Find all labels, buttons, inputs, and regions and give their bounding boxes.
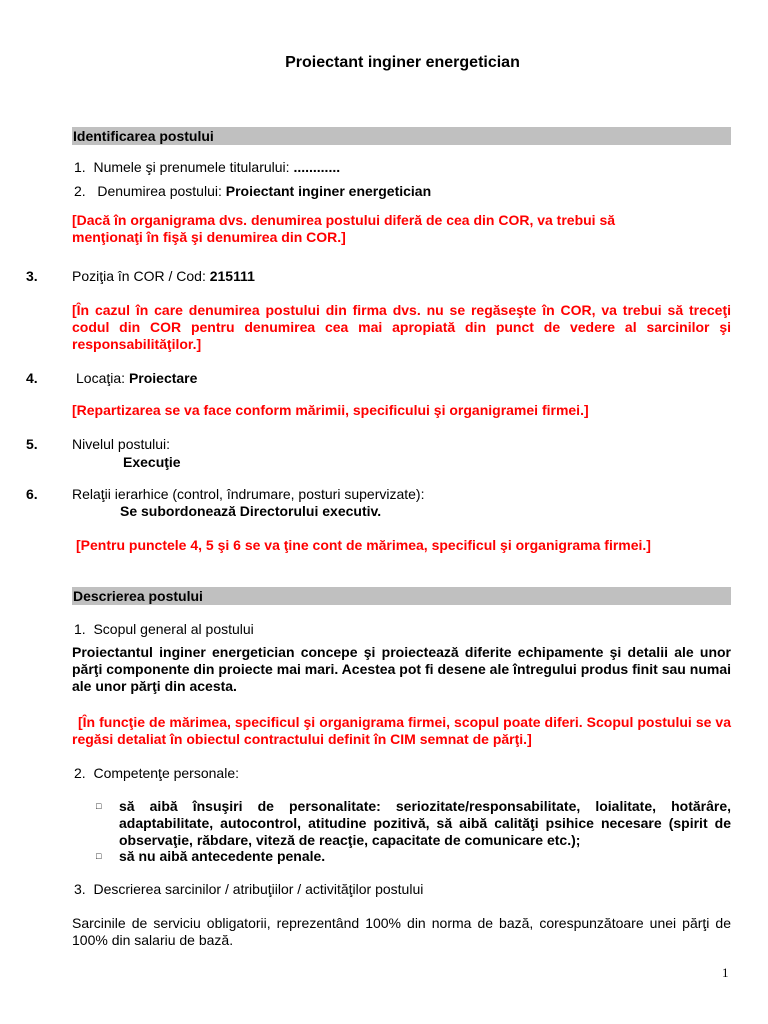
field-titular: [74, 159, 714, 176]
field-relatii-label: Relaţii ierarhice (control, îndrumare, posturi supervizate):: [72, 486, 425, 502]
hollow-square-bullet-icon: □: [96, 801, 102, 811]
page-number: 1: [722, 965, 729, 980]
note-cor-1-line1: [Dacă în organigrama dvs. denumirea postului diferă de cea din COR, va trebui să: [72, 212, 616, 228]
field-cor-code: [72, 268, 712, 285]
section-heading-identificare: Identificarea postului: [72, 127, 731, 145]
scope-description: Proiectantul inginer energetician concepe şi proiectează diferite echipamente şi detalii ale unor părţi componente din proiecte mai mari. Acestea pot fi desene ale întregului produs finit sau numai ale unor părţi din acesta.: [72, 644, 731, 694]
note-puncte: [Pentru punctele 4, 5 şi 6 se va ţine cont de mărimea, specificul şi organigrama firmei.]: [76, 537, 651, 553]
field-cor-code-label: Poziţia în COR / Cod:: [72, 268, 210, 284]
field-denumire-label: 2. Denumirea postului:: [74, 183, 226, 199]
field-denumire: [74, 183, 714, 200]
field-denumire-value: Proiectant inginer energetician: [225, 183, 432, 199]
field-titular-label: 1. Numele şi prenumele titularului:: [74, 159, 294, 175]
item-number-6: 6.: [26, 486, 38, 502]
note-cor-1-line2: menţionaţi în fişă şi denumirea din COR.]: [72, 229, 346, 245]
field-relatii-value: Se subordonează Directorului executiv.: [120, 503, 382, 519]
field-locatie-label: Locaţia:: [76, 370, 129, 386]
field-locatie: [76, 370, 716, 387]
item-number-3: 3.: [26, 268, 38, 284]
note-repartizare: [Repartizarea se va face conform mărimii, specificului şi organigramei firmei.]: [72, 402, 589, 418]
field-scop-label: 1. Scopul general al postului: [74, 621, 254, 637]
bullet-item: să nu aibă antecedente penale.: [119, 848, 326, 864]
item-number-5: 5.: [26, 436, 38, 452]
note-cor-1: [72, 212, 737, 246]
field-titular-value: ............: [293, 159, 341, 175]
field-locatie-value: Proiectare: [128, 370, 198, 386]
field-nivel-label: Nivelul postului:: [72, 436, 171, 452]
note-cor-2: [În cazul în care denumirea postului din firma dvs. nu se regăseşte în COR, va trebui să treceţi codul din COR pentru denumirea cea mai apropiată din punct de vedere al sarcinilor şi responsabilităţilor.]: [72, 302, 731, 352]
note-scop: [În funcţie de mărimea, specificul şi organigrama firmei, scopul poate diferi. Scopul postului se va regăsi detaliat în obiectul contractului definit în CIM semnat de părţi.]: [72, 714, 731, 747]
duties-description: Sarcinile de serviciu obligatorii, reprezentând 100% din norma de bază, corespunzătoare unei părţi de 100% din salariu de bază.: [72, 915, 731, 948]
hollow-square-bullet-icon: □: [96, 851, 102, 861]
item-number-4: 4.: [26, 370, 38, 386]
field-sarcini-label: 3. Descrierea sarcinilor / atribuţiilor / activităţilor postului: [74, 881, 424, 897]
section-heading-descriere: Descrierea postului: [72, 587, 731, 605]
field-cor-code-value: 215111: [209, 268, 255, 284]
field-nivel-value: Execuţie: [123, 454, 181, 470]
bullet-item: să aibă însuşiri de personalitate: seriozitate/responsabilitate, loialitate, hotărâre, adaptabilitate, autocontrol, atitudine pozitivă, să aibă calităţi psihice necesare (spirit de observaţie, răbdare, viteză de reacţie, capacitate de comunicare etc.);: [119, 798, 731, 848]
document-title: Proiectant inginer energetician: [285, 54, 520, 71]
field-competente-label: 2. Competenţe personale:: [74, 765, 239, 781]
